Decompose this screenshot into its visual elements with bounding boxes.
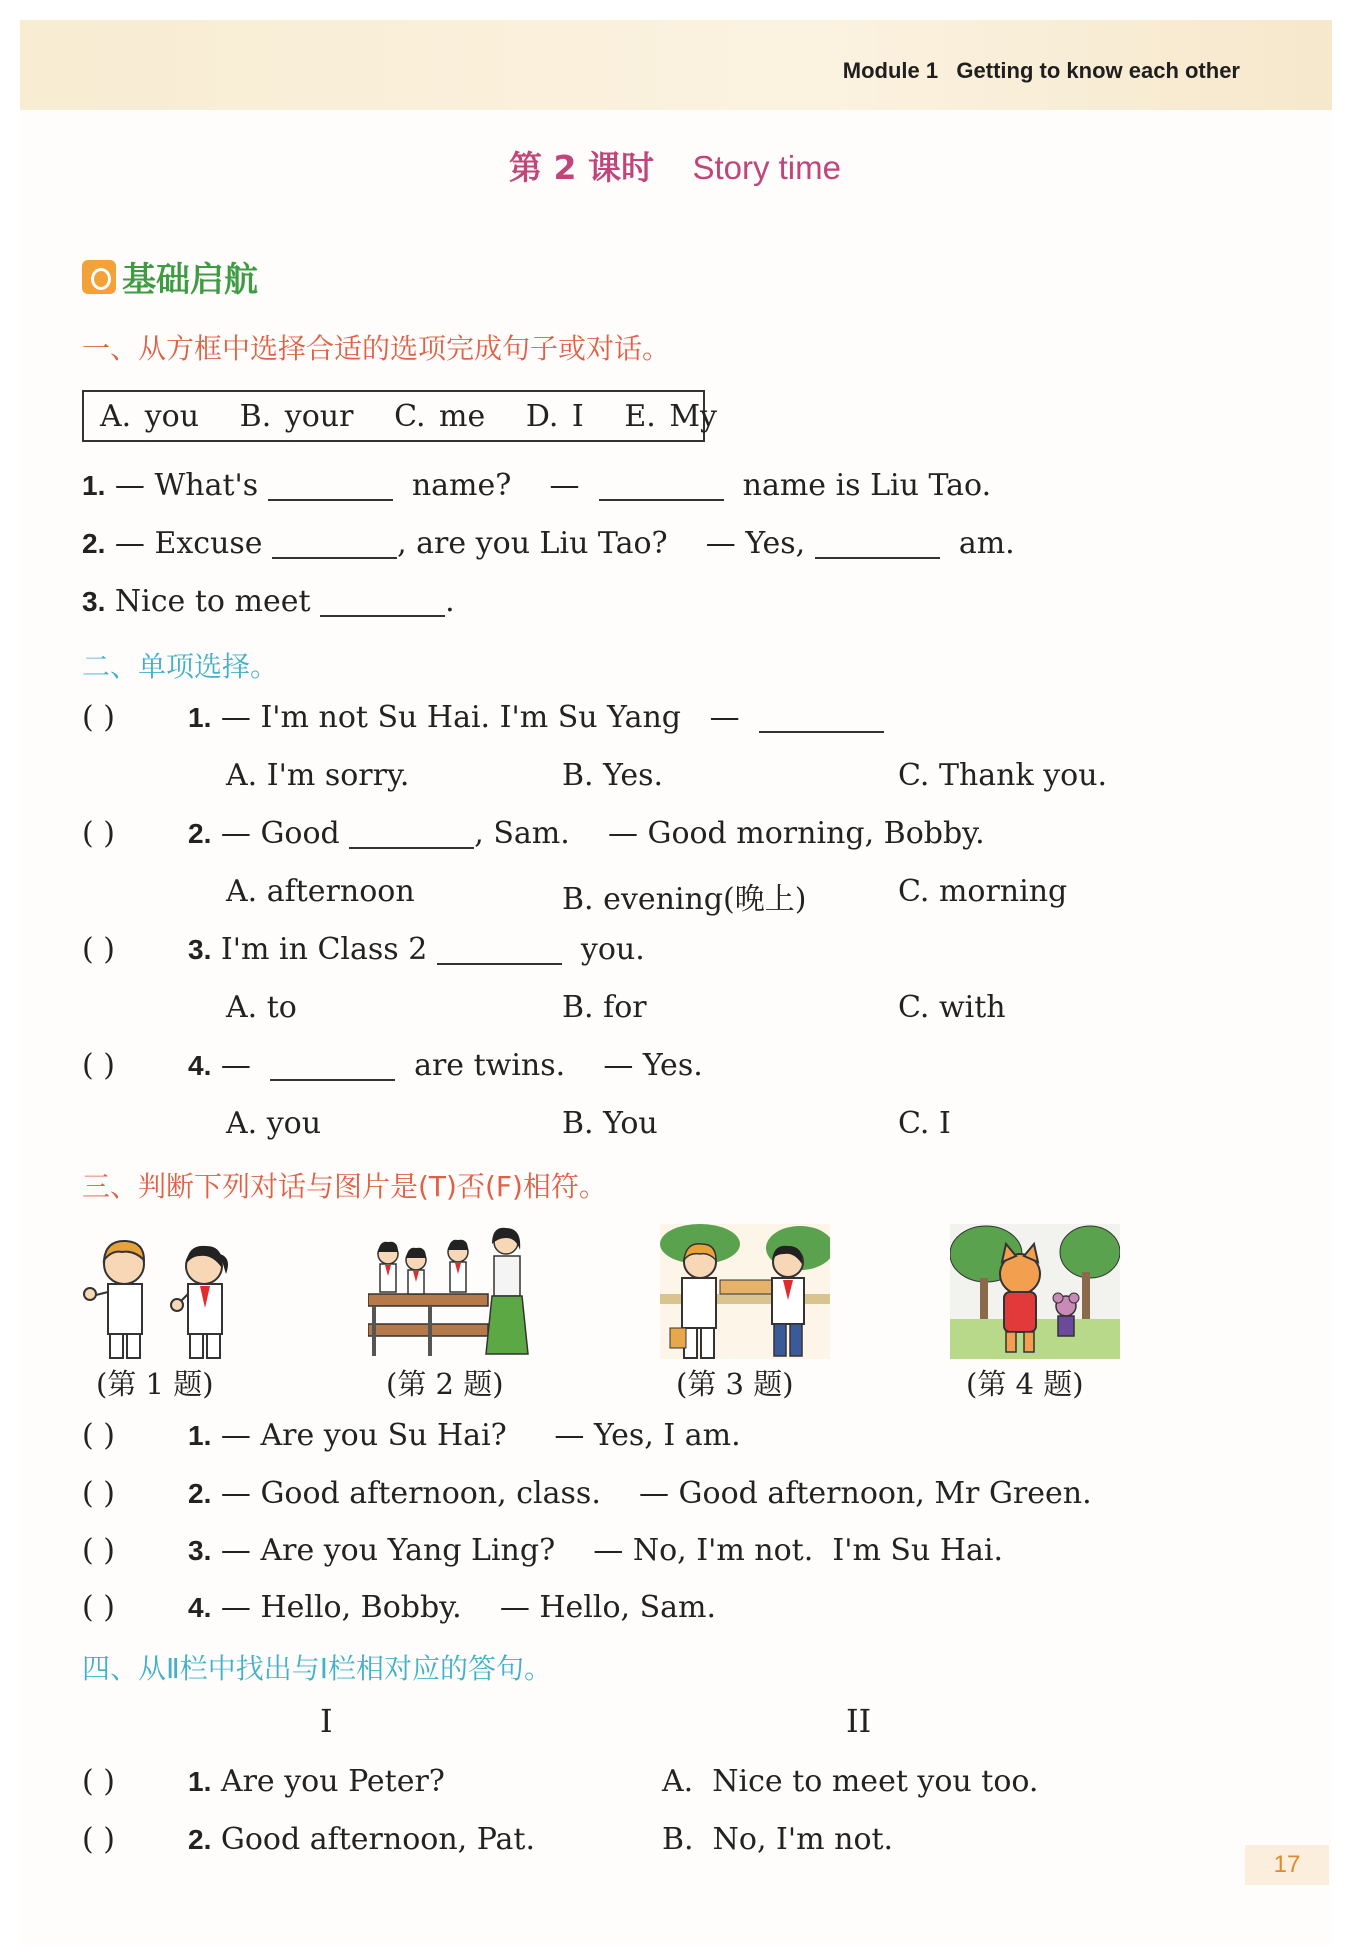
answer-blank[interactable] bbox=[815, 527, 940, 559]
question-text: name? bbox=[411, 468, 512, 503]
p1-question-3 bbox=[82, 584, 455, 619]
question-number: 3. bbox=[188, 1535, 212, 1566]
part1-title: 一、从方框中选择合适的选项完成句子或对话。 bbox=[82, 332, 671, 365]
p3-question-1 bbox=[188, 1418, 741, 1453]
question-text: , are you Liu Tao? bbox=[397, 526, 668, 561]
p2-question-2 bbox=[188, 816, 985, 851]
answer-paren[interactable]: ( ) bbox=[82, 1048, 115, 1083]
question-text: — bbox=[220, 1048, 251, 1083]
answer-option-a: A. Nice to meet you too. bbox=[662, 1764, 1039, 1799]
question-text: Nice to meet bbox=[114, 584, 311, 619]
picture-4-cat-and-mouse bbox=[950, 1224, 1120, 1359]
answer-blank[interactable] bbox=[599, 469, 724, 501]
question-text: — I'm not Su Hai. I'm Su Yang bbox=[220, 700, 681, 735]
question-text: — bbox=[709, 700, 740, 735]
lesson-number: 第 2 课时 bbox=[509, 148, 654, 187]
answer-blank[interactable] bbox=[349, 817, 474, 849]
question-text: — Good bbox=[220, 816, 340, 851]
question-text: — Yes. bbox=[603, 1048, 703, 1083]
option-c[interactable]: C. Thank you. bbox=[898, 758, 1108, 793]
answer-blank[interactable] bbox=[437, 933, 562, 965]
answer-option-b: B. No, I'm not. bbox=[662, 1822, 894, 1857]
question-text: , Sam. bbox=[474, 816, 570, 851]
p2-question-1 bbox=[188, 700, 884, 735]
lesson-title bbox=[0, 142, 1350, 189]
module-title: Module 1 Getting to know each other bbox=[842, 58, 1240, 83]
part4-title: 四、从Ⅱ栏中找出与Ⅰ栏相对应的答句。 bbox=[82, 1652, 553, 1685]
answer-paren[interactable]: ( ) bbox=[82, 1764, 115, 1799]
p3-question-4 bbox=[188, 1590, 716, 1625]
question-number: 1. bbox=[188, 1420, 212, 1451]
question-number: 2. bbox=[188, 1824, 212, 1855]
p2-question-3 bbox=[188, 932, 645, 967]
option-b[interactable]: B. for bbox=[562, 990, 647, 1025]
p1-question-2 bbox=[82, 526, 1015, 561]
question-number: 2. bbox=[188, 818, 212, 849]
p2-question-4 bbox=[188, 1048, 703, 1083]
answer-paren[interactable]: ( ) bbox=[82, 1822, 115, 1857]
question-number: 1. bbox=[188, 702, 212, 733]
question-number: 2. bbox=[82, 528, 106, 559]
answer-paren[interactable]: ( ) bbox=[82, 700, 115, 735]
picture-caption: (第 3 题) bbox=[676, 1367, 794, 1401]
answer-paren[interactable]: ( ) bbox=[82, 1590, 115, 1625]
answer-paren[interactable]: ( ) bbox=[82, 1533, 115, 1568]
anchor-badge-icon bbox=[82, 260, 116, 294]
question-text: — Are you Yang Ling? — No, I'm not. I'm Su Hai. bbox=[220, 1533, 1004, 1568]
picture-caption: (第 4 题) bbox=[966, 1367, 1084, 1401]
option-a[interactable]: A. I'm sorry. bbox=[226, 758, 410, 793]
option-b[interactable]: B. Yes. bbox=[562, 758, 664, 793]
p3-question-2 bbox=[188, 1476, 1092, 1511]
p4-question-1 bbox=[188, 1764, 445, 1799]
picture-1-children-waving bbox=[82, 1224, 252, 1359]
question-number: 1. bbox=[188, 1766, 212, 1797]
question-text: am. bbox=[958, 526, 1015, 561]
question-text: — Good morning, Bobby. bbox=[607, 816, 985, 851]
question-text: — Yes, bbox=[705, 526, 806, 561]
answer-blank[interactable] bbox=[272, 527, 397, 559]
p3-question-3 bbox=[188, 1533, 1003, 1568]
p1-question-1 bbox=[82, 468, 991, 503]
option-b[interactable]: B. You bbox=[562, 1106, 658, 1141]
answer-blank[interactable] bbox=[268, 469, 393, 501]
option-a[interactable]: A. afternoon bbox=[226, 874, 415, 909]
part2-title: 二、单项选择。 bbox=[82, 650, 279, 683]
part3-title: 三、判断下列对话与图片是(T)否(F)相符。 bbox=[82, 1170, 607, 1203]
answer-blank[interactable] bbox=[270, 1049, 395, 1081]
answer-blank[interactable] bbox=[759, 701, 884, 733]
question-text: Good afternoon, Pat. bbox=[220, 1822, 536, 1857]
question-number: 3. bbox=[82, 586, 106, 617]
answer-paren[interactable]: ( ) bbox=[82, 1418, 115, 1453]
section-heading bbox=[82, 252, 258, 301]
question-text: — bbox=[549, 468, 580, 503]
question-number: 3. bbox=[188, 934, 212, 965]
option-c[interactable]: C. with bbox=[898, 990, 1006, 1025]
column-one-heading: I bbox=[320, 1702, 333, 1740]
question-number: 4. bbox=[188, 1592, 212, 1623]
answer-paren[interactable]: ( ) bbox=[82, 932, 115, 967]
picture-caption: (第 1 题) bbox=[96, 1367, 214, 1401]
option-b[interactable]: B. evening(晚上) bbox=[562, 882, 807, 917]
answer-paren[interactable]: ( ) bbox=[82, 816, 115, 851]
answer-blank[interactable] bbox=[320, 585, 445, 617]
option-c[interactable]: C. I bbox=[898, 1106, 951, 1141]
question-text: Are you Peter? bbox=[220, 1764, 445, 1799]
question-text: name is Liu Tao. bbox=[742, 468, 992, 503]
page-number: 17 bbox=[1245, 1845, 1329, 1885]
question-text: — Hello, Bobby. — Hello, Sam. bbox=[220, 1590, 717, 1625]
answer-paren[interactable]: ( ) bbox=[82, 1476, 115, 1511]
question-text: . bbox=[445, 584, 455, 619]
picture-3-park bbox=[660, 1224, 830, 1359]
question-number: 2. bbox=[188, 1478, 212, 1509]
option-a[interactable]: A. to bbox=[226, 990, 297, 1025]
column-two-heading: II bbox=[846, 1702, 872, 1740]
question-text: — Are you Su Hai? — Yes, I am. bbox=[220, 1418, 741, 1453]
option-c[interactable]: C. morning bbox=[898, 874, 1068, 909]
option-a[interactable]: A. you bbox=[226, 1106, 322, 1141]
options-box: A. you B. your C. me D. I E. My bbox=[82, 390, 705, 442]
question-text: I'm in Class 2 bbox=[220, 932, 428, 967]
question-text: — Good afternoon, class. — Good afternoon, Mr Green. bbox=[220, 1476, 1092, 1511]
question-text: are twins. bbox=[414, 1048, 566, 1083]
question-text: you. bbox=[580, 932, 645, 967]
question-text: — Excuse bbox=[114, 526, 263, 561]
picture-caption: (第 2 题) bbox=[386, 1367, 504, 1401]
question-number: 4. bbox=[188, 1050, 212, 1081]
question-text: — What's bbox=[114, 468, 259, 503]
picture-2-classroom bbox=[368, 1224, 538, 1359]
section-title: 基础启航 bbox=[122, 260, 258, 300]
lesson-name: Story time bbox=[692, 149, 841, 186]
p4-question-2 bbox=[188, 1822, 535, 1857]
question-number: 1. bbox=[82, 470, 106, 501]
